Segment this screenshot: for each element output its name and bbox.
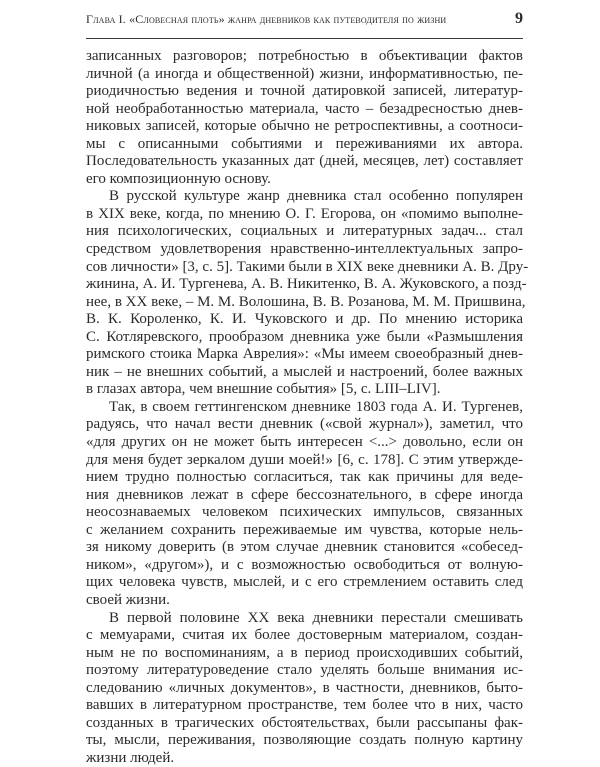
- paragraph: [86, 399, 523, 610]
- text-line: мы с описанными событиями и переживаниями их автора.: [86, 136, 523, 154]
- text-line: записанных разговоров; потребностью в объективации фактов: [86, 48, 523, 66]
- text-line: для меня будет зеркалом души моей!» [6, с. 178]. С этим утвержде-: [86, 452, 523, 470]
- text-line: личной (а иногда и общественной) жизни, информативностью, пе-: [86, 66, 523, 84]
- text-line: поэтому литературоведение стало уделять больше внимания ис-: [86, 662, 523, 680]
- text-line: вавших в литературном пространстве, тем более что в них, часто: [86, 697, 523, 715]
- text-line: «для других он не может быть интересен <...> довольно, если он: [86, 434, 523, 452]
- text-line: римского стоика Марка Аврелия»: «Мы имеем своеобразный днев-: [86, 346, 523, 364]
- text-line: сов личности» [3, с. 5]. Такими были в XIX веке дневники А. В. Дру-: [86, 259, 523, 277]
- paragraph: [86, 188, 523, 399]
- text-line: жизни людей.: [86, 750, 523, 767]
- running-head: [86, 10, 523, 36]
- text-line: Последовательность указанных дат (дней, месяцев, лет) составляет: [86, 153, 523, 171]
- text-line: средством удовлетворения нравственно-интеллектуальных запро-: [86, 241, 523, 259]
- header-rule: [86, 38, 523, 39]
- chapter-title: Глава I. «Словесная плоть» жанра дневников как путеводителя по жизни: [86, 12, 446, 27]
- text-line: Так, в своем геттингенском дневнике 1803 года А. И. Тургенев,: [86, 399, 523, 417]
- text-line: ником», «другом»), и с возможностью освободиться от волную-: [86, 557, 523, 575]
- text-line: нием трудно полностью согласиться, так как причины для веде-: [86, 469, 523, 487]
- text-line: с желанием сохранить переживаемые им чувства, которые нель-: [86, 522, 523, 540]
- text-line: В русской культуре жанр дневника стал особенно популярен: [86, 188, 523, 206]
- text-line: зя никому доверить (в этом случае дневник становится «собесед-: [86, 539, 523, 557]
- text-line: ния дневников лежат в сфере бессознательного, в сфере иногда: [86, 487, 523, 505]
- text-line: с мемуарами, считая их более достоверным материалом, создан-: [86, 627, 523, 645]
- text-line: ния психологических, социальных и литературных задач... стал: [86, 223, 523, 241]
- text-line: ной необработанностью материала, часто – безадресностью днев-: [86, 101, 523, 119]
- paragraph: [86, 48, 523, 188]
- text-line: его композиционную основу.: [86, 171, 523, 189]
- text-line: ты, мысли, переживания, позволяющие создать полную картину: [86, 732, 523, 750]
- text-line: следованию «личных документов», в частности, дневников, быто-: [86, 680, 523, 698]
- text-line: в глазах автора, чем внешние события» [5, с. LIII–LIV].: [86, 381, 523, 399]
- text-line: радуясь, что начал вести дневник («свой журнал»), заметил, что: [86, 416, 523, 434]
- text-line: ник – не внешних событий, а мыслей и настроений, более важных: [86, 364, 523, 382]
- text-line: никовых записей, которые обычно не ретроспективны, а соотноси-: [86, 118, 523, 136]
- text-line: нее, в XX веке, – М. М. Волошина, В. В. Розанова, М. М. Пришвина,: [86, 294, 523, 312]
- text-line: неосознаваемых человеком психических импульсов, связанных: [86, 504, 523, 522]
- text-line: С. Котляревского, прообразом дневника уже были «Размышления: [86, 329, 523, 347]
- text-line: созданных в трагических обстоятельствах, были рассыпаны фак-: [86, 715, 523, 733]
- text-line: своей жизни.: [86, 592, 523, 610]
- text-line: жинина, А. И. Тургенева, А. В. Никитенко, В. А. Жуковского, а позд-: [86, 276, 523, 294]
- text-line: В. К. Короленко, К. И. Чуковского и др. По мнению историка: [86, 311, 523, 329]
- text-line: в XIX веке, когда, по мнению О. Г. Егорова, он «помимо выполне-: [86, 206, 523, 224]
- text-line: риодичностью ведения и точной датировкой записей, литератур-: [86, 83, 523, 101]
- text-line: В первой половине XX века дневники перестали смешивать: [86, 610, 523, 628]
- page-number: 9: [515, 10, 523, 28]
- text-line: ным не по воспоминаниям, а в период происходивших событий,: [86, 645, 523, 663]
- page-body: [86, 48, 523, 767]
- paragraph: [86, 610, 523, 767]
- text-line: щих человека чувств, мыслей, и с его стремлением оставить след: [86, 574, 523, 592]
